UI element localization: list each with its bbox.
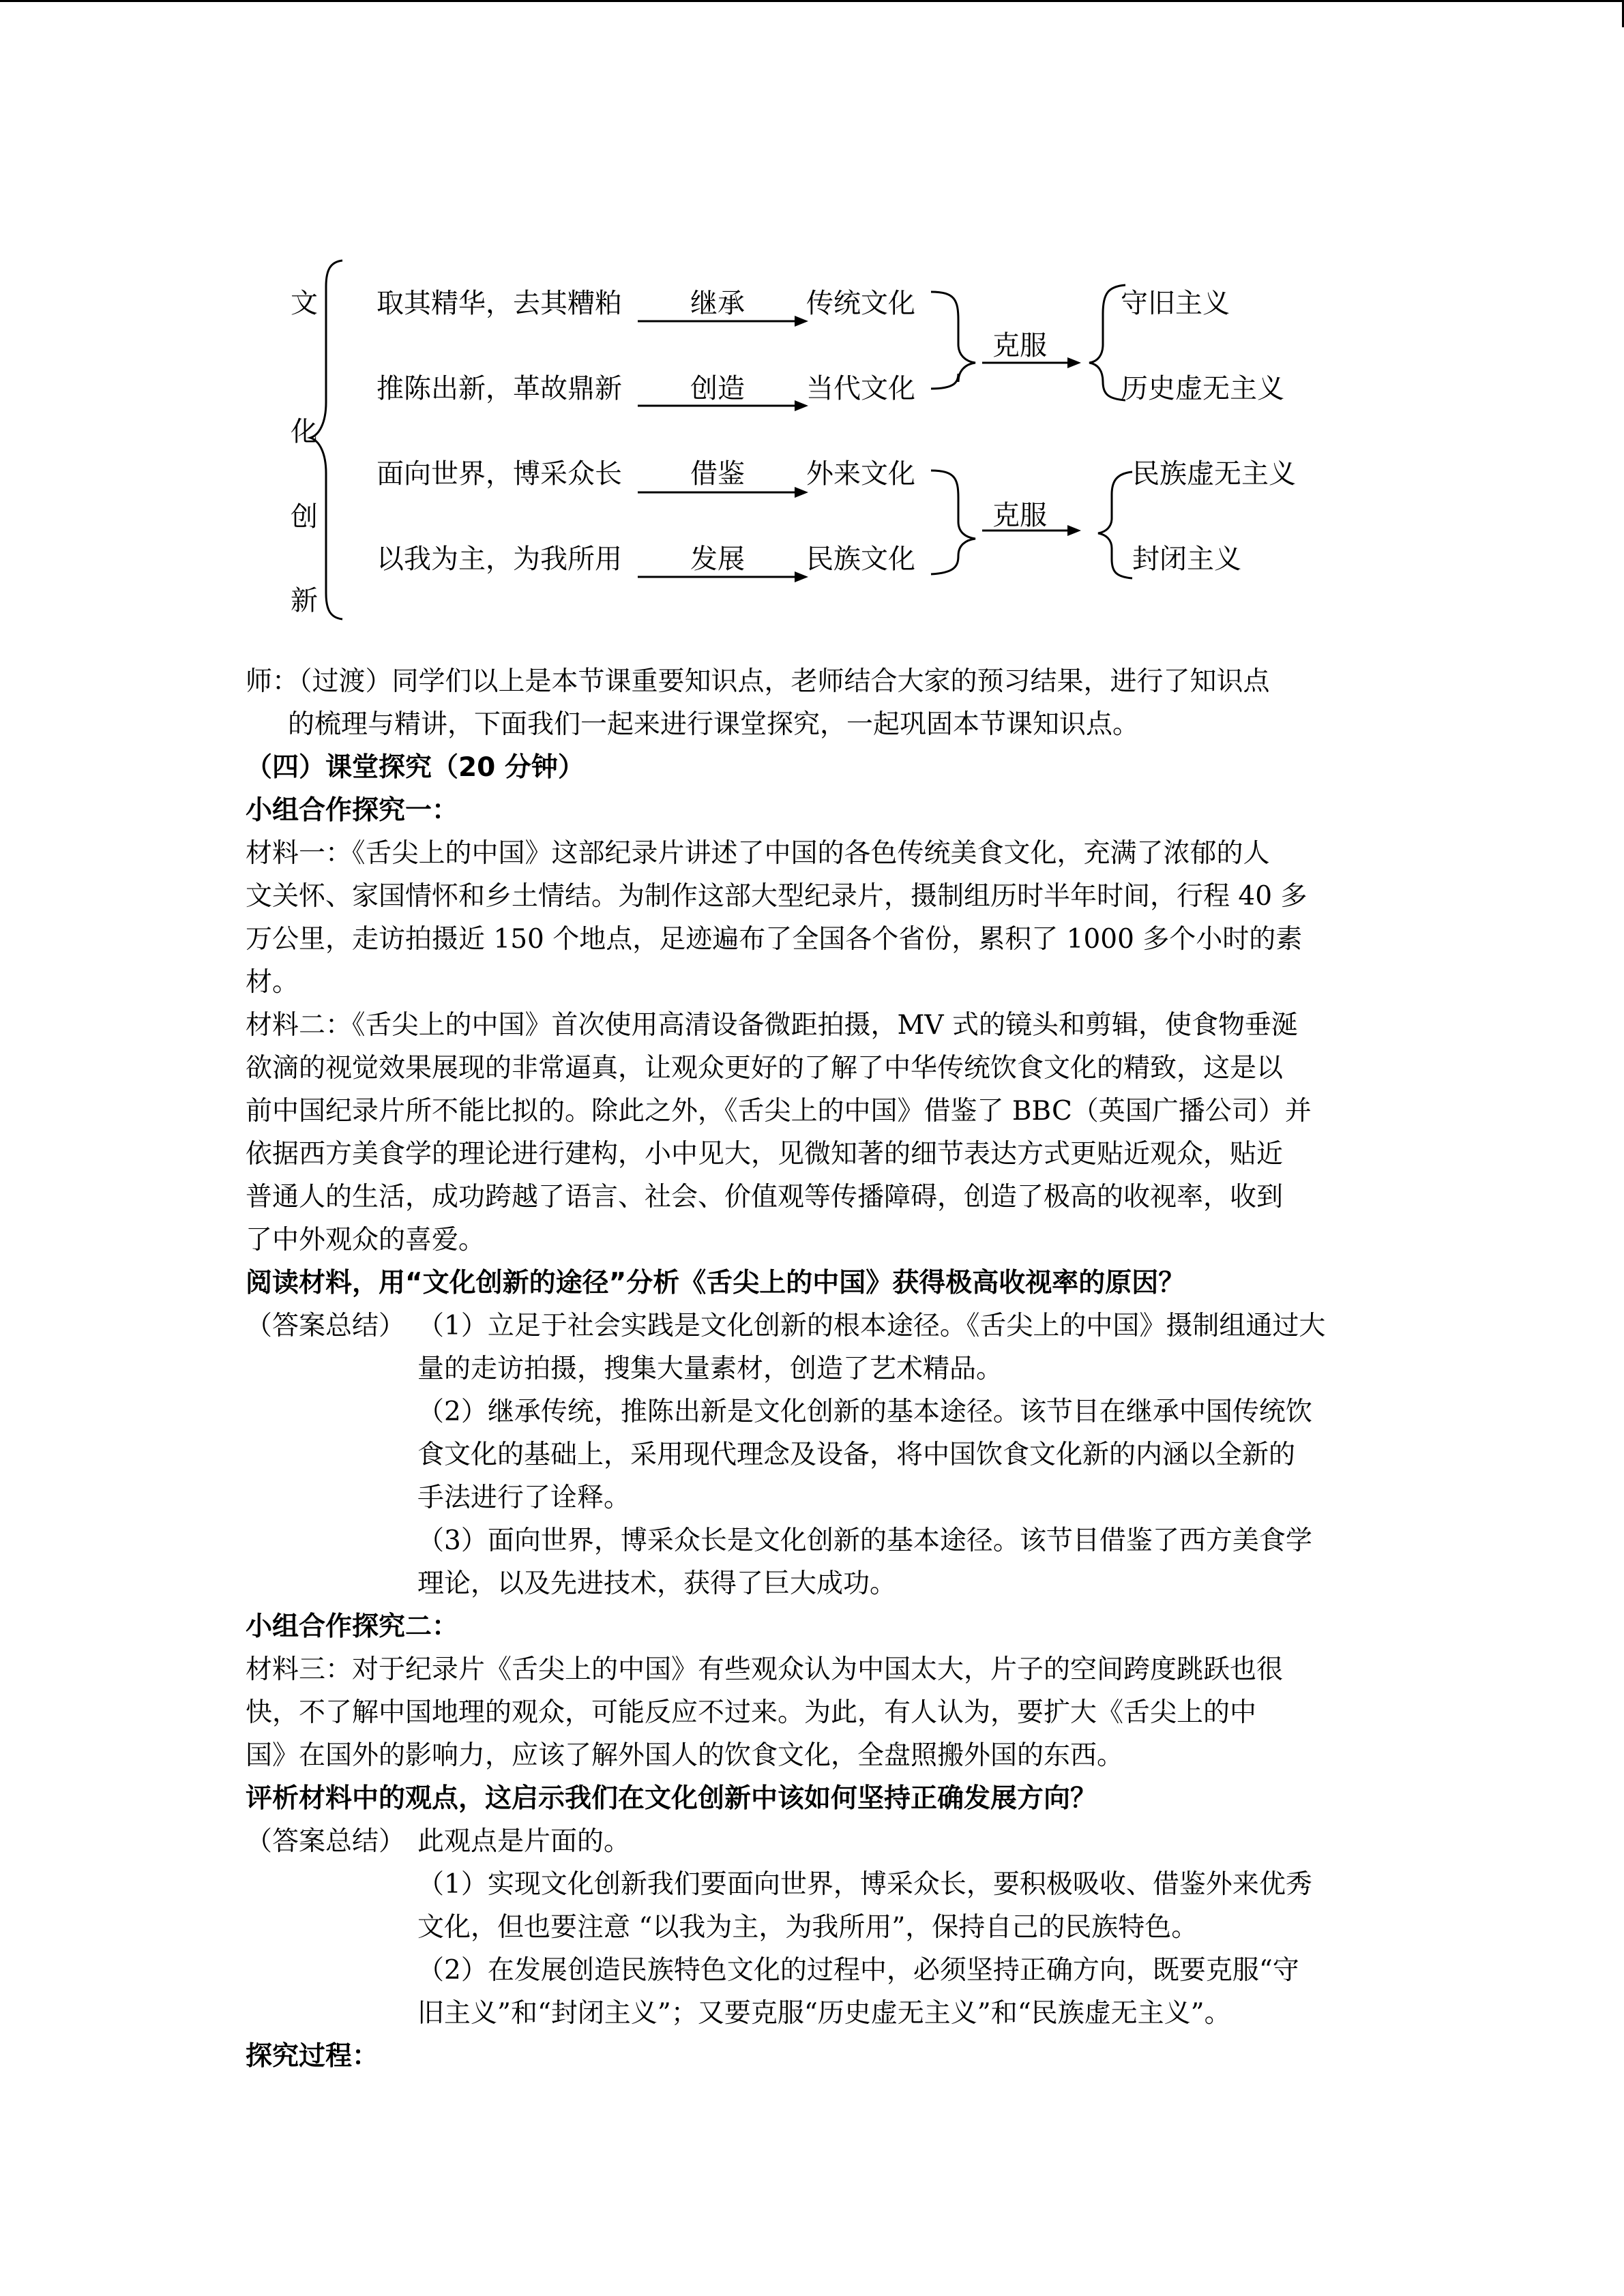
answer-2-line: 旧主义”和“封闭主义”；又要克服“历史虚无主义”和“民族虚无主义”。 [417,1998,1231,2029]
culture-row-3: 外来文化 [806,458,915,490]
group-inquiry-title-2: 小组合作探究二： [246,1611,459,1642]
teacher-transition-line: 的梳理与精讲，下面我们一起来进行课堂探究，一起巩固本节课知识点。 [288,709,1140,740]
overcome-label-1: 克服 [992,330,1047,361]
material-1-line: 材。 [246,967,299,998]
material-3-line: 快，不了解中国地理的观众，可能反应不过来。为此，有人认为，要扩大《舌尖上的中 [246,1697,1257,1728]
answer-1-line: （2）继承传统，推陈出新是文化创新的基本途径。该节目在继承中国传统饮 [417,1397,1312,1427]
method-row-1: 取其精华，去其糟粕 [377,288,622,319]
right-brace-1 [931,292,975,389]
answer-2-line: （2）在发展创造民族特色文化的过程中，必须坚持正确方向，既要克服“守 [417,1955,1299,1986]
culture-innovation-diagram [0,0,1624,641]
material-2-line: 欲滴的视觉效果展现的非常逼真，让观众更好的了解了中华传统饮食文化的精致，这是以 [246,1053,1284,1084]
verb-row-3: 借鉴 [690,458,745,490]
result-2a: 民族虚无主义 [1132,458,1296,490]
answer-text: （1）立足于社会实践是文化创新的根本途径。《舌尖上的中国》摄制组通过大 [417,1311,1326,1341]
method-row-3: 面向世界，博采众长 [377,458,622,490]
verb-row-2: 创造 [690,373,745,404]
answer-2-line: 文化，但也要注意 “以我为主，为我所用”，保持自己的民族特色。 [417,1912,1198,1943]
answer-1-line: 理论，以及先进技术，获得了巨大成功。 [417,1568,897,1599]
answer-1-line [246,1304,1378,1347]
section-title: （四）课堂探究（20 分钟） [246,752,585,783]
answer-2-line: （1）实现文化创新我们要面向世界，博采众长，要积极吸收、借鉴外来优秀 [417,1869,1312,1900]
verb-row-1: 继承 [690,288,745,319]
material-1-line: 万公里，走访拍摄近 150 个地点，足迹遍布了全国各个省份，累积了 1000 多个小时的素 [246,924,1303,955]
answer-label: （答案总结） [246,1311,406,1341]
result-brace-2 [1098,472,1132,578]
process-title: 探究过程： [246,2041,379,2072]
material-1-line: 材料一：《舌尖上的中国》这部纪录片讲述了中国的各色传统美食文化，充满了浓郁的人 [246,838,1270,869]
vertical-title-char: 化 [291,416,318,447]
material-2-line: 普通人的生活，成功跨越了语言、社会、价值观等传播障碍，创造了极高的收视率，收到 [246,1182,1284,1212]
result-1a: 守旧主义 [1121,288,1230,319]
question-1: 阅读材料，用“文化创新的途径”分析《舌尖上的中国》获得极高收视率的原因？ [246,1268,1185,1298]
question-2: 评析材料中的观点，这启示我们在文化创新中该如何坚持正确发展方向？ [246,1783,1097,1814]
vertical-title-char: 创 [291,501,318,533]
document-body [246,660,1378,2078]
culture-row-2: 当代文化 [806,373,915,404]
result-1b: 历史虚无主义 [1121,373,1284,404]
vertical-title-char: 新 [291,585,318,616]
material-3-line: 材料三：对于纪录片《舌尖上的中国》有些观众认为中国太大，片子的空间跨度跳跃也很 [246,1654,1284,1685]
method-row-4: 以我为主，为我所用 [377,543,622,575]
material-2-line: 依据西方美食学的理论进行建构，小中见大，见微知著的细节表达方式更贴近观众，贴近 [246,1139,1284,1169]
answer-1-line: 食文化的基础上，采用现代理念及设备，将中国饮食文化新的内涵以全新的 [417,1440,1296,1470]
answer-1-line: 量的走访拍摄，搜集大量素材，创造了艺术精品。 [417,1354,1003,1384]
answer-2-line [246,1820,1378,1863]
verb-row-4: 发展 [690,543,745,575]
teacher-transition-line: 师：（过渡）同学们以上是本节课重要知识点，老师结合大家的预习结果，进行了知识点 [246,666,1270,697]
material-2-line: 材料二：《舌尖上的中国》首次使用高清设备微距拍摄，MV 式的镜头和剪辑，使食物垂涎 [246,1010,1298,1041]
answer-1-line: （3）面向世界，博采众长是文化创新的基本途径。该节目借鉴了西方美食学 [417,1525,1312,1556]
answer-label: （答案总结） [246,1826,406,1857]
culture-row-4: 民族文化 [806,543,915,575]
answer-text: 此观点是片面的。 [417,1826,631,1857]
material-1-line: 文关怀、家国情怀和乡土情结。为制作这部大型纪录片，摄制组历时半年时间，行程 40 多 [246,881,1308,912]
method-row-2: 推陈出新，革故鼎新 [377,373,622,404]
answer-1-line: 手法进行了诠释。 [417,1482,631,1513]
material-3-line: 国》在国外的影响力，应该了解外国人的饮食文化，全盘照搬外国的东西。 [246,1740,1124,1771]
vertical-title-char: 文 [291,288,318,319]
right-brace-2 [931,471,975,574]
result-2b: 封闭主义 [1132,543,1241,575]
material-2-line: 了中外观众的喜爱。 [246,1225,486,1255]
material-2-line: 前中国纪录片所不能比拟的。除此之外，《舌尖上的中国》借鉴了 BBC（英国广播公司）并 [246,1096,1312,1127]
overcome-label-2: 克服 [992,500,1047,531]
culture-row-1: 传统文化 [806,288,915,319]
group-inquiry-title-1: 小组合作探究一： [246,795,459,826]
